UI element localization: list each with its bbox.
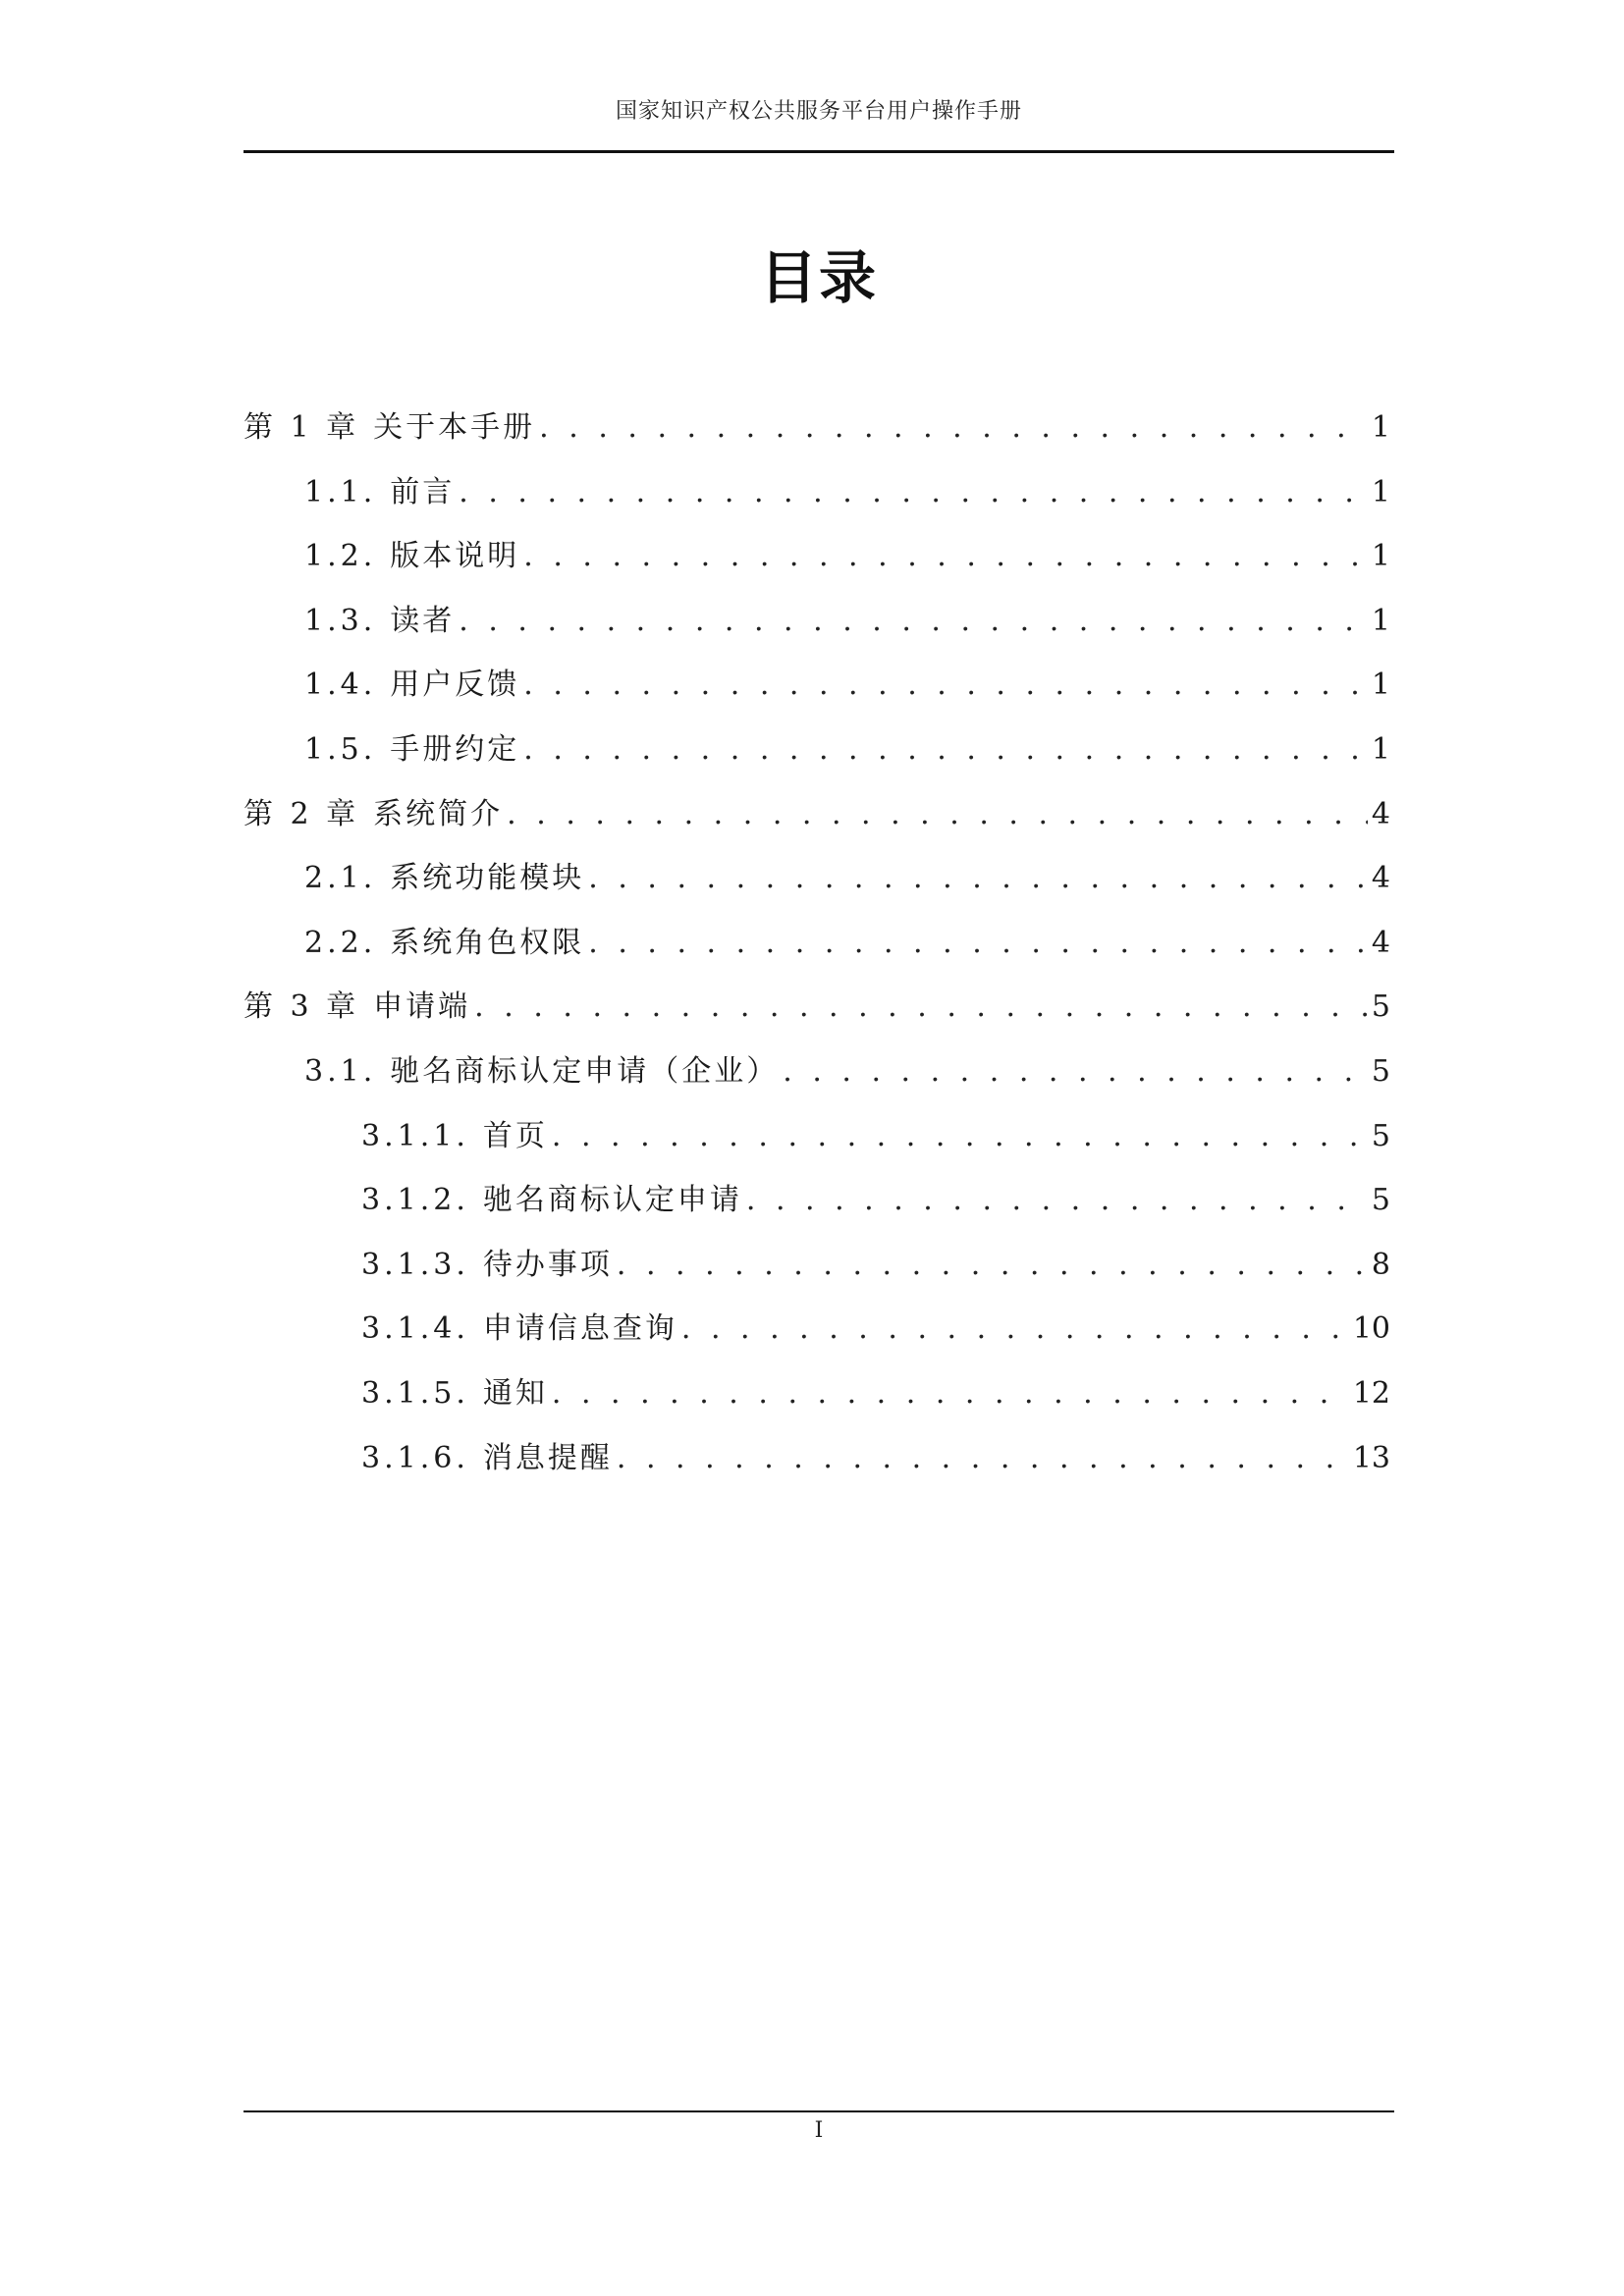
toc-entry-title: 手册约定 (390, 731, 520, 767)
toc-entry-title: 通知 (482, 1375, 548, 1411)
toc-title: 目录 (759, 244, 878, 311)
toc-entry[interactable] (244, 533, 1390, 598)
toc-entry-number: 3.1. (304, 1053, 377, 1089)
toc-entry-number: 2.2. (304, 925, 377, 960)
toc-entry-number: 3.1.4. (361, 1311, 469, 1347)
toc-entry-number: 第 2 章 (244, 796, 360, 831)
toc-entry[interactable] (244, 662, 1390, 726)
toc-entry[interactable] (244, 1370, 1390, 1435)
toc-entry[interactable] (244, 920, 1390, 985)
toc-entry-number: 3.1.2. (361, 1183, 469, 1218)
toc-dot-leader (459, 598, 1368, 645)
toc-entry-number: 1.1. (304, 474, 377, 509)
toc-entry-title: 前言 (390, 474, 456, 509)
table-of-contents (244, 404, 1390, 1499)
toc-entry-number: 1.3. (304, 603, 377, 638)
toc-dot-leader (523, 726, 1368, 774)
toc-entry-page: 1 (1371, 667, 1390, 703)
toc-entry-title: 系统角色权限 (390, 925, 585, 960)
toc-entry[interactable] (244, 469, 1390, 534)
toc-entry-title: 关于本手册 (373, 410, 536, 445)
toc-entry-page: 1 (1371, 539, 1390, 574)
toc-entry-number: 1.4. (304, 667, 377, 703)
toc-entry-title: 用户反馈 (390, 667, 520, 703)
toc-dot-leader (523, 533, 1368, 580)
toc-entry-title: 读者 (390, 603, 456, 638)
toc-dot-leader (552, 1370, 1349, 1417)
toc-entry[interactable] (244, 1048, 1390, 1113)
toc-entry-page: 13 (1352, 1440, 1390, 1475)
toc-dot-leader (746, 1177, 1368, 1224)
toc-entry[interactable] (244, 855, 1390, 920)
toc-entry-page: 5 (1371, 1118, 1390, 1153)
toc-entry-title: 驰名商标认定申请 (482, 1183, 742, 1218)
toc-entry-number: 第 3 章 (244, 989, 360, 1025)
toc-entry[interactable] (244, 984, 1390, 1048)
toc-entry[interactable] (244, 1177, 1390, 1242)
toc-entry-page: 12 (1352, 1375, 1390, 1411)
toc-dot-leader (617, 1435, 1349, 1482)
toc-entry-title: 首页 (482, 1118, 548, 1153)
toc-entry-page: 1 (1371, 731, 1390, 767)
toc-entry[interactable] (244, 1242, 1390, 1307)
toc-entry-title: 待办事项 (482, 1247, 613, 1282)
toc-entry-page: 5 (1371, 1183, 1390, 1218)
toc-entry-page: 5 (1371, 1053, 1390, 1089)
toc-entry-title: 系统简介 (373, 796, 504, 831)
toc-entry[interactable] (244, 791, 1390, 856)
toc-entry-number: 1.5. (304, 731, 377, 767)
toc-entry[interactable] (244, 1306, 1390, 1370)
toc-entry[interactable] (244, 598, 1390, 663)
toc-entry-title: 驰名商标认定申请（企业） (390, 1053, 780, 1089)
toc-entry-page: 8 (1371, 1247, 1390, 1282)
toc-entry-number: 3.1.3. (361, 1247, 469, 1282)
toc-dot-leader (539, 404, 1368, 452)
toc-entry-title: 申请信息查询 (482, 1311, 677, 1347)
toc-entry-page: 1 (1371, 474, 1390, 509)
toc-entry-number: 1.2. (304, 539, 377, 574)
toc-entry-title: 申请端 (373, 989, 471, 1025)
toc-dot-leader (507, 791, 1368, 838)
toc-entry-page: 4 (1371, 861, 1390, 896)
toc-entry-number: 3.1.1. (361, 1118, 469, 1153)
toc-entry-title: 系统功能模块 (390, 861, 585, 896)
toc-dot-leader (681, 1306, 1349, 1353)
toc-entry-title: 版本说明 (390, 539, 520, 574)
toc-dot-leader (523, 662, 1368, 709)
toc-dot-leader (617, 1242, 1368, 1289)
page-header: 国家知识产权公共服务平台用户操作手册 (615, 99, 1022, 124)
toc-entry-number: 第 1 章 (244, 410, 360, 445)
toc-dot-leader (588, 920, 1368, 967)
toc-entry[interactable] (244, 726, 1390, 791)
toc-entry-title: 消息提醒 (482, 1440, 613, 1475)
toc-dot-leader (552, 1113, 1368, 1160)
toc-entry-page: 1 (1371, 603, 1390, 638)
toc-entry-page: 10 (1352, 1311, 1390, 1347)
toc-entry[interactable] (244, 1113, 1390, 1178)
page-number: I (814, 2118, 824, 2143)
toc-dot-leader (459, 469, 1368, 516)
footer-divider (244, 2110, 1394, 2112)
toc-entry-page: 5 (1371, 989, 1390, 1025)
toc-dot-leader (588, 855, 1368, 902)
toc-entry-page: 4 (1371, 925, 1390, 960)
toc-entry-page: 4 (1371, 796, 1390, 831)
toc-entry-page: 1 (1371, 410, 1390, 445)
header-divider (244, 150, 1394, 153)
toc-entry-number: 3.1.5. (361, 1375, 469, 1411)
toc-entry[interactable] (244, 1435, 1390, 1500)
toc-entry-number: 2.1. (304, 861, 377, 896)
toc-entry[interactable] (244, 404, 1390, 469)
toc-dot-leader (474, 984, 1368, 1031)
toc-entry-number: 3.1.6. (361, 1440, 469, 1475)
toc-dot-leader (783, 1048, 1368, 1095)
